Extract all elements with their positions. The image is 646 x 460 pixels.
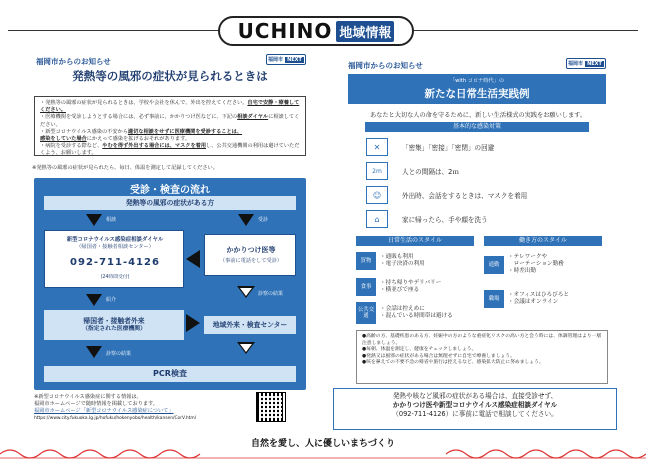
arrow-down-icon — [86, 214, 102, 226]
banner-kicker: 「with コロナ時代」の — [449, 78, 505, 84]
family-doctor-title: かかりつけ医等 — [226, 246, 276, 254]
info-line: ※新型コロナウイルス感染症に関する情報は、 — [34, 394, 142, 400]
phone-hours: (24時間受付) — [100, 275, 130, 280]
basic-measures-heading: 基本的な感染対策 — [365, 122, 589, 132]
family-doctor-sub: （事前に電話をして受診） — [219, 258, 283, 264]
basic-measure-text: 家に帰ったら、手や顔を洗う — [402, 216, 488, 224]
mask-icon: ☺ — [366, 186, 388, 204]
daily-style-items: ・通販も利用 ・電子決済の利用 — [380, 254, 425, 267]
basic-measure-text: 「密集」「密接」「密閉」の回避 — [402, 144, 495, 152]
arrow-down-icon — [238, 214, 254, 226]
flow-label-result: 診察の結果 — [258, 291, 284, 297]
work-style-heading: 働き方のスタイル — [484, 236, 602, 246]
flow-label-consult: 相談 — [106, 217, 117, 223]
note-item: ・発熱等の風邪の症状が見られるときは、学校や会社を休んで、外出を控えてください。自宅で安静・療養してください。 — [40, 100, 300, 114]
consult-phone-number: 092-711-4126 — [70, 257, 160, 268]
outpatient-sub: （指定された医療機関） — [82, 326, 146, 332]
basic-measure-row — [366, 136, 494, 158]
work-style-tag: 職場 — [484, 290, 504, 308]
consultation-callout — [333, 388, 617, 430]
banner-title: 新たな日常生活実践例 — [424, 88, 530, 100]
newsletter-name: UCHINO — [237, 19, 333, 43]
note-item: ・新型コロナウイルス感染の不安から適切な相談をせずに医療機関を受診することは、 — [40, 128, 243, 135]
city-logo-text: 福岡市 — [268, 57, 284, 63]
arrow-down-outline-icon — [237, 286, 255, 298]
basic-measure-row — [366, 184, 527, 206]
callout-line: かかりつけ医や新型コロナウイルス感染症相談ダイヤル — [392, 401, 558, 409]
newsletter-subtitle: 地域情報 — [336, 21, 394, 42]
arrow-right-icon — [186, 314, 200, 332]
daily-style-tag: 買物 — [356, 252, 376, 270]
arrow-down-icon — [86, 346, 102, 358]
daily-style-row — [356, 302, 453, 324]
arrow-down-icon — [86, 294, 102, 306]
daily-style-row — [356, 278, 441, 296]
health-note: ●発熱又は風邪の症状がある場合は無理せずに自宅で療養しましょう。 — [362, 353, 515, 359]
consult-dial-panel — [44, 230, 184, 288]
distance-icon: 2m — [366, 162, 388, 180]
left-info-block — [34, 394, 254, 422]
footer-slogan: 自然を愛し、人に優しいまちづくり — [251, 439, 395, 449]
three-cs-icon: ✕ — [366, 138, 388, 156]
work-style-tag: 通勤 — [484, 256, 504, 274]
outpatient-clinic-panel — [44, 310, 184, 340]
left-notice-tag: 福岡市からのお知らせ — [36, 57, 111, 66]
family-doctor-panel — [204, 234, 296, 276]
daily-style-row — [356, 252, 425, 270]
city-logo-next: NEXT — [587, 60, 602, 67]
consultation-flow-chart — [34, 178, 306, 390]
basic-measure-row — [366, 160, 459, 182]
right-notice-tag: 福岡市からのお知らせ — [348, 61, 423, 70]
note-item: 感染をしていた場合にかえって感染を拡げるおそれがあります。 — [40, 136, 191, 143]
health-note: ●毎朝、体温を測定し、健康をチェックしましょう。 — [362, 347, 477, 353]
new-lifestyle-banner — [348, 74, 606, 104]
health-note: ●高齢の方、基礎疾患のある方、妊娠中の方のような重症化リスクの高い方と会う時には、体調管理はより一層注意しましょう。 — [362, 334, 602, 346]
flow-symptom-bar: 発熱等の風邪の症状がある方 — [44, 196, 296, 210]
basic-measure-row — [366, 208, 488, 230]
basic-measure-text: 人との間隔は、2ｍ — [402, 168, 459, 176]
work-style-row — [484, 290, 569, 308]
left-city-logo — [266, 54, 306, 65]
arrow-left-icon — [186, 250, 200, 268]
daily-style-items: ・会話は控えめに ・混んでいる時間帯は避ける — [380, 306, 453, 319]
left-footnote: ※発熱等の風邪の症状が見られたら、毎日、体温を測定して記録してください。 — [32, 165, 218, 171]
consult-dial-title: 新型コロナウイルス感染症相談ダイヤル — [66, 237, 164, 243]
work-style-items: ・テレワークや ローテーション勤務 ・時差出勤 — [508, 254, 564, 274]
homepage-url[interactable]: https://www.city.fukuoka.lg.jp/hofuku/hokenyobo/health/kansen/CorV.html — [34, 416, 196, 421]
health-notes-box — [356, 330, 608, 384]
flow-label-result: 診察の結果 — [106, 351, 132, 357]
regional-test-center-panel: 地域外来・検査センター — [204, 316, 296, 334]
flow-label-visit: 受診 — [258, 217, 269, 223]
arrow-down-outline-icon — [237, 342, 255, 354]
daily-style-tag: 公共交通 — [356, 302, 376, 324]
daily-style-items: ・持ち帰りやデリバリー ・横並びで座る — [380, 280, 442, 293]
pcr-test-bar: PCR検査 — [44, 366, 296, 382]
note-item: ・病院を受診する際など、やむを得ず外出する場合には、マスクを着用し、公共交通機関の利用は避けていただくよう、お願いします。 — [40, 143, 300, 157]
callout-line: （092-711-4126）に事前に電話で相談してください。 — [392, 410, 558, 418]
daily-style-tag: 食事 — [356, 278, 376, 296]
work-style-items: ・オフィスはひろびろと ・会議はオンライン — [508, 292, 569, 305]
callout-line: 発熱や咳など風邪の症状がある場合は、直接受診せず、 — [392, 392, 558, 400]
outpatient-title: 帰国者・接触者外来 — [83, 317, 145, 325]
work-style-row — [484, 254, 564, 275]
left-notes-box — [34, 96, 306, 156]
masthead — [0, 0, 646, 44]
masthead-logo — [218, 16, 414, 46]
homepage-link[interactable]: 福岡市ホームページ「新型コロナウイルス感染症について」 — [34, 408, 174, 414]
right-city-logo — [566, 58, 606, 69]
daily-style-heading: 日常生活のスタイル — [356, 236, 474, 246]
qr-code-icon — [256, 392, 286, 422]
left-title: 発熱等の風邪の症状が見られるときは — [72, 69, 268, 83]
flow-title: 受診・検査の流れ — [130, 185, 210, 196]
city-logo-next: NEXT — [287, 56, 302, 63]
lead-text: あなたと大切な人の命を守るために、新しい生活様式の実践をお願いします。 — [369, 112, 587, 119]
hand-wash-icon: ⌂ — [366, 210, 388, 228]
info-line: 福岡市ホームページで随時情報を掲載しております。 — [34, 401, 158, 407]
flow-label-intro: 紹介 — [106, 297, 117, 303]
city-logo-text: 福岡市 — [568, 61, 584, 67]
basic-measure-text: 外出時、会話をするときは、マスクを着用 — [402, 192, 528, 200]
note-item: ・医療機関を受診しようとする場合には、必ず事前に、かかりつけ医などに、下記の相談ダイヤルに相談してください。 — [40, 114, 300, 128]
consult-dial-sub: （帰国者・接触者相談センター） — [76, 244, 154, 250]
health-note: ●咳を鼻えての不要不急の帰省や旅行は控えるなど、感染拡大防止に努めましょう。 — [362, 360, 544, 366]
